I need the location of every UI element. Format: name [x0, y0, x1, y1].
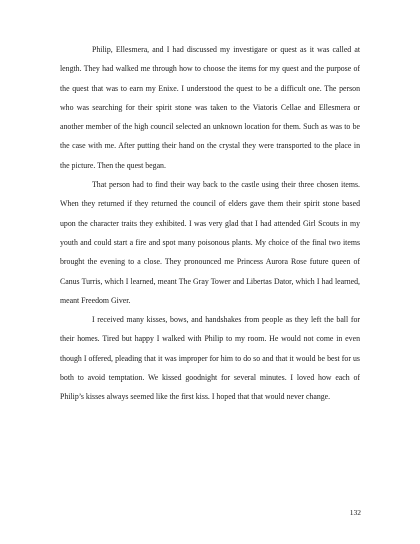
body-text [60, 40, 360, 407]
paragraph-1: Philip, Ellesmera, and I had discussed my investigare or quest as it was called at length. They had walked me through how to choose the items for my quest and the purpose of the quest that was to earn my Enixe. I understood the quest to be a difficult one. The person who was searching for their spirit stone was taken to the Viatoris Cellae and Ellesmera or another member of the high council selected an unknown location for them. Such as was to be the case with me. After putting their hand on the crystal they were transported to the place in the picture. Then the quest began. [60, 45, 360, 170]
paragraph-3: I received many kisses, bows, and handshakes from people as they left the ball for their homes. Tired but happy I walked with Philip to my room. He would not come in even though I offered, pleading that it was improper for him to do so and that it would be best for us both to avoid temptation. We kissed goodnight for several minutes. I loved how each of Philip’s kisses always seemed like the first kiss. I hoped that that would never change. [60, 315, 360, 402]
page-number: 132 [349, 508, 361, 517]
paragraph-2: That person had to find their way back to the castle using their three chosen items. When they returned if they returned the council of elders gave them their spirit stone based upon the character traits they exhibited. I was very glad that I had attended Girl Scouts in my youth and could start a fire and spot many poisonous plants. My choice of the final two items brought the evening to a close. They pronounced me Princess Aurora Rose future queen of Canus Turris, which I learned, meant The Gray Tower and Libertas Dator, which I had learned, meant Freedom Giver. [60, 180, 360, 305]
